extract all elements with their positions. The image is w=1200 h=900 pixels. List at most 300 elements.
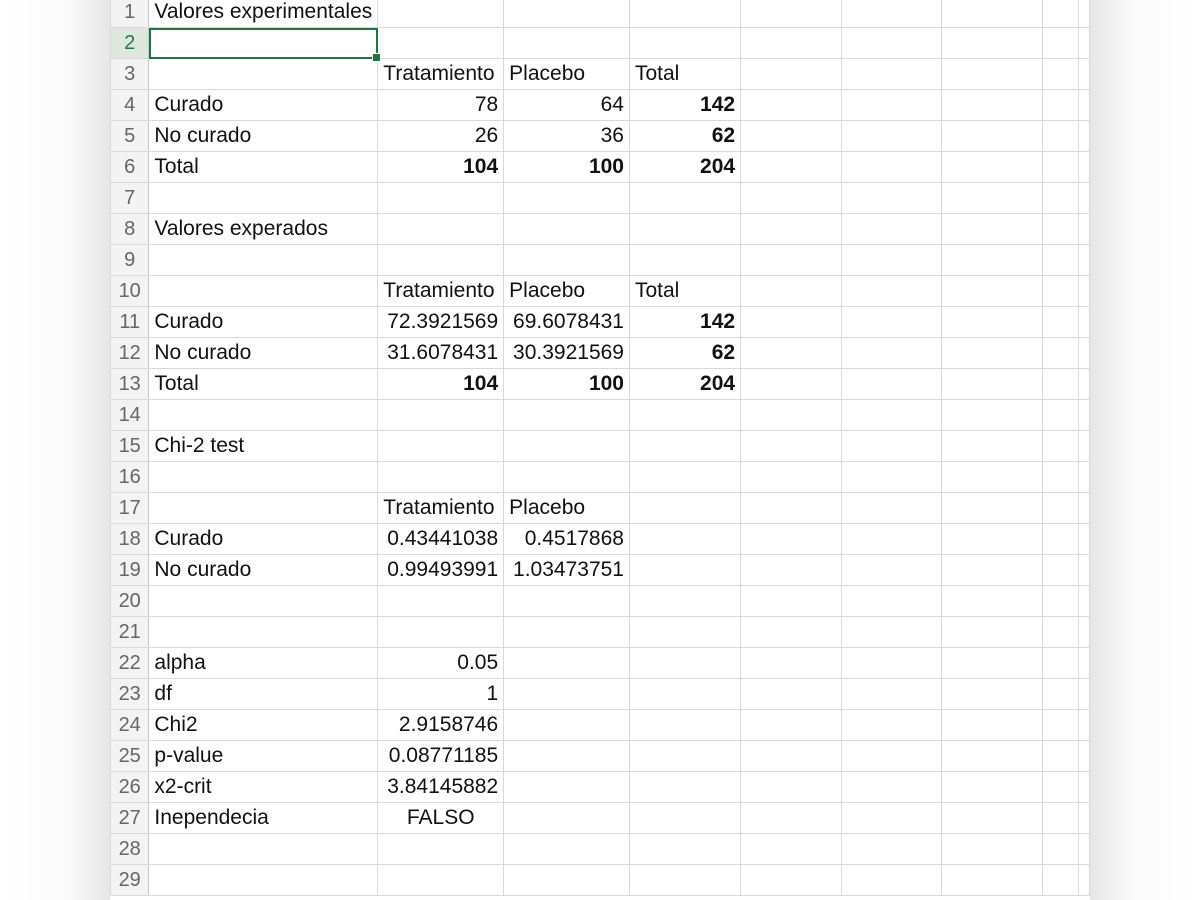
- cell-g10[interactable]: [941, 276, 1042, 307]
- cell-d23[interactable]: [629, 679, 740, 710]
- cell-f15[interactable]: [841, 431, 941, 462]
- cell-h3[interactable]: [1042, 59, 1078, 90]
- cell-f5[interactable]: [841, 121, 941, 152]
- cell-f18[interactable]: [841, 524, 941, 555]
- cell-value: 0.05: [457, 651, 499, 674]
- cell-d9[interactable]: [629, 245, 740, 276]
- cell-b12[interactable]: [378, 338, 504, 369]
- sheet-row: [111, 617, 1090, 648]
- cell-f29[interactable]: [841, 865, 941, 896]
- cell-e25[interactable]: [741, 741, 842, 772]
- cell-f25[interactable]: [841, 741, 941, 772]
- cell-b20[interactable]: [378, 586, 504, 617]
- cell-f14[interactable]: [841, 400, 941, 431]
- cell-h22[interactable]: [1042, 648, 1078, 679]
- cell-i28[interactable]: [1079, 834, 1090, 865]
- cell-f1[interactable]: [841, 0, 941, 28]
- row-header-4[interactable]: 4: [111, 90, 149, 121]
- cell-i21[interactable]: [1079, 617, 1090, 648]
- row-header-3[interactable]: 3: [111, 59, 149, 90]
- cell-f4[interactable]: [841, 90, 941, 121]
- cell-b24[interactable]: [378, 710, 504, 741]
- cell-c21[interactable]: [504, 617, 630, 648]
- cell-g28[interactable]: [941, 834, 1042, 865]
- cell-f28[interactable]: [841, 834, 941, 865]
- cell-i12[interactable]: [1079, 338, 1090, 369]
- cell-e23[interactable]: [741, 679, 842, 710]
- cell-i22[interactable]: [1079, 648, 1090, 679]
- cell-d4[interactable]: [629, 90, 740, 121]
- cell-a19[interactable]: [149, 555, 378, 586]
- cell-a28[interactable]: [149, 834, 378, 865]
- cell-g21[interactable]: [941, 617, 1042, 648]
- cell-e10[interactable]: [741, 276, 842, 307]
- cell-d2[interactable]: [629, 28, 740, 59]
- cell-h8[interactable]: [1042, 214, 1078, 245]
- cell-i29[interactable]: [1079, 865, 1090, 896]
- cell-g14[interactable]: [941, 400, 1042, 431]
- cell-i11[interactable]: [1079, 307, 1090, 338]
- cell-a1[interactable]: [149, 0, 378, 28]
- cell-c4[interactable]: [504, 90, 630, 121]
- cell-f21[interactable]: [841, 617, 941, 648]
- cell-c19[interactable]: [504, 555, 630, 586]
- cell-d3[interactable]: [629, 59, 740, 90]
- cell-i14[interactable]: [1079, 400, 1090, 431]
- cell-b29[interactable]: [378, 865, 504, 896]
- cell-b27[interactable]: [378, 803, 504, 834]
- cell-b21[interactable]: [378, 617, 504, 648]
- cell-b7[interactable]: [378, 183, 504, 214]
- cell-h18[interactable]: [1042, 524, 1078, 555]
- cell-c29[interactable]: [504, 865, 630, 896]
- cell-g20[interactable]: [941, 586, 1042, 617]
- cell-e21[interactable]: [741, 617, 842, 648]
- row-header-21[interactable]: 21: [111, 617, 149, 648]
- cell-b26[interactable]: [378, 772, 504, 803]
- cell-a6[interactable]: [149, 152, 378, 183]
- cell-h11[interactable]: [1042, 307, 1078, 338]
- cell-i20[interactable]: [1079, 586, 1090, 617]
- cell-e17[interactable]: [741, 493, 842, 524]
- cell-c5[interactable]: [504, 121, 630, 152]
- cell-a18[interactable]: [149, 524, 378, 555]
- cell-h29[interactable]: [1042, 865, 1078, 896]
- cell-h21[interactable]: [1042, 617, 1078, 648]
- cell-f26[interactable]: [841, 772, 941, 803]
- cell-value: Curado: [154, 93, 224, 116]
- cell-d13[interactable]: [629, 369, 740, 400]
- cell-b14[interactable]: [378, 400, 504, 431]
- cell-c17[interactable]: [504, 493, 630, 524]
- cell-h25[interactable]: [1042, 741, 1078, 772]
- cell-b2[interactable]: [378, 28, 504, 59]
- cell-i26[interactable]: [1079, 772, 1090, 803]
- cell-b10[interactable]: [378, 276, 504, 307]
- cell-e3[interactable]: [741, 59, 842, 90]
- cell-i19[interactable]: [1079, 555, 1090, 586]
- cell-h9[interactable]: [1042, 245, 1078, 276]
- row-header-15[interactable]: 15: [111, 431, 149, 462]
- cell-e15[interactable]: [741, 431, 842, 462]
- cell-g11[interactable]: [941, 307, 1042, 338]
- cell-i10[interactable]: [1079, 276, 1090, 307]
- cell-b22[interactable]: [378, 648, 504, 679]
- cell-a2[interactable]: [149, 28, 378, 59]
- cell-a25[interactable]: [149, 741, 378, 772]
- cell-e16[interactable]: [741, 462, 842, 493]
- row-header-8[interactable]: 8: [111, 214, 149, 245]
- row-header-6[interactable]: 6: [111, 152, 149, 183]
- cell-g2[interactable]: [941, 28, 1042, 59]
- row-header-29[interactable]: 29: [111, 865, 149, 896]
- cell-h27[interactable]: [1042, 803, 1078, 834]
- cell-a4[interactable]: [149, 90, 378, 121]
- cell-g22[interactable]: [941, 648, 1042, 679]
- cell-i17[interactable]: [1079, 493, 1090, 524]
- cell-e13[interactable]: [741, 369, 842, 400]
- cell-i25[interactable]: [1079, 741, 1090, 772]
- cell-g17[interactable]: [941, 493, 1042, 524]
- row-header-28[interactable]: 28: [111, 834, 149, 865]
- cell-c15[interactable]: [504, 431, 630, 462]
- cell-b18[interactable]: [378, 524, 504, 555]
- row-header-27[interactable]: 27: [111, 803, 149, 834]
- cell-d14[interactable]: [629, 400, 740, 431]
- cell-b28[interactable]: [378, 834, 504, 865]
- cell-d10[interactable]: [629, 276, 740, 307]
- cell-c2[interactable]: [504, 28, 630, 59]
- cell-e24[interactable]: [741, 710, 842, 741]
- cell-e20[interactable]: [741, 586, 842, 617]
- cell-c12[interactable]: [504, 338, 630, 369]
- cell-g27[interactable]: [941, 803, 1042, 834]
- cell-i27[interactable]: [1079, 803, 1090, 834]
- cell-h13[interactable]: [1042, 369, 1078, 400]
- cell-d19[interactable]: [629, 555, 740, 586]
- cell-e19[interactable]: [741, 555, 842, 586]
- cell-e29[interactable]: [741, 865, 842, 896]
- cell-h26[interactable]: [1042, 772, 1078, 803]
- row-header-19[interactable]: 19: [111, 555, 149, 586]
- row-header-23[interactable]: 23: [111, 679, 149, 710]
- cell-b1[interactable]: [378, 0, 504, 28]
- cell-f20[interactable]: [841, 586, 941, 617]
- cell-b23[interactable]: [378, 679, 504, 710]
- row-header-9[interactable]: 9: [111, 245, 149, 276]
- row-header-14[interactable]: 14: [111, 400, 149, 431]
- cell-c3[interactable]: [504, 59, 630, 90]
- cell-a14[interactable]: [149, 400, 378, 431]
- cell-a16[interactable]: [149, 462, 378, 493]
- row-header-12[interactable]: 12: [111, 338, 149, 369]
- cell-f3[interactable]: [841, 59, 941, 90]
- cell-g3[interactable]: [941, 59, 1042, 90]
- cell-i5[interactable]: [1079, 121, 1090, 152]
- cell-f19[interactable]: [841, 555, 941, 586]
- cell-d22[interactable]: [629, 648, 740, 679]
- cell-d29[interactable]: [629, 865, 740, 896]
- cell-i8[interactable]: [1079, 214, 1090, 245]
- cell-c1[interactable]: [504, 0, 630, 28]
- cell-d28[interactable]: [629, 834, 740, 865]
- cell-g26[interactable]: [941, 772, 1042, 803]
- cell-h16[interactable]: [1042, 462, 1078, 493]
- cell-c22[interactable]: [504, 648, 630, 679]
- cell-g18[interactable]: [941, 524, 1042, 555]
- cell-i23[interactable]: [1079, 679, 1090, 710]
- cell-f12[interactable]: [841, 338, 941, 369]
- cell-i6[interactable]: [1079, 152, 1090, 183]
- cell-g24[interactable]: [941, 710, 1042, 741]
- cell-b5[interactable]: [378, 121, 504, 152]
- cell-e8[interactable]: [741, 214, 842, 245]
- cell-a8[interactable]: [149, 214, 378, 245]
- cell-h14[interactable]: [1042, 400, 1078, 431]
- cell-a21[interactable]: [149, 617, 378, 648]
- cell-a27[interactable]: [149, 803, 378, 834]
- cell-d18[interactable]: [629, 524, 740, 555]
- cell-h1[interactable]: [1042, 0, 1078, 28]
- cell-c13[interactable]: [504, 369, 630, 400]
- cell-h4[interactable]: [1042, 90, 1078, 121]
- cell-f16[interactable]: [841, 462, 941, 493]
- cell-b15[interactable]: [378, 431, 504, 462]
- cell-f13[interactable]: [841, 369, 941, 400]
- cell-c25[interactable]: [504, 741, 630, 772]
- cell-e18[interactable]: [741, 524, 842, 555]
- cell-a13[interactable]: [149, 369, 378, 400]
- row-header-17[interactable]: 17: [111, 493, 149, 524]
- cell-g23[interactable]: [941, 679, 1042, 710]
- cell-c16[interactable]: [504, 462, 630, 493]
- cell-a24[interactable]: [149, 710, 378, 741]
- cell-a11[interactable]: [149, 307, 378, 338]
- cell-c6[interactable]: [504, 152, 630, 183]
- cell-f2[interactable]: [841, 28, 941, 59]
- cell-e4[interactable]: [741, 90, 842, 121]
- cell-c18[interactable]: [504, 524, 630, 555]
- row-header-13[interactable]: 13: [111, 369, 149, 400]
- cell-f22[interactable]: [841, 648, 941, 679]
- cell-c20[interactable]: [504, 586, 630, 617]
- cell-a5[interactable]: [149, 121, 378, 152]
- cell-i13[interactable]: [1079, 369, 1090, 400]
- cell-d15[interactable]: [629, 431, 740, 462]
- cell-c24[interactable]: [504, 710, 630, 741]
- cell-c9[interactable]: [504, 245, 630, 276]
- cell-a20[interactable]: [149, 586, 378, 617]
- cell-c27[interactable]: [504, 803, 630, 834]
- cell-f8[interactable]: [841, 214, 941, 245]
- cell-d26[interactable]: [629, 772, 740, 803]
- cell-h6[interactable]: [1042, 152, 1078, 183]
- cell-e5[interactable]: [741, 121, 842, 152]
- cell-d5[interactable]: [629, 121, 740, 152]
- cell-e14[interactable]: [741, 400, 842, 431]
- cell-f17[interactable]: [841, 493, 941, 524]
- row-header-24[interactable]: 24: [111, 710, 149, 741]
- cell-d11[interactable]: [629, 307, 740, 338]
- cell-b3[interactable]: [378, 59, 504, 90]
- cell-h24[interactable]: [1042, 710, 1078, 741]
- cell-e27[interactable]: [741, 803, 842, 834]
- cell-g19[interactable]: [941, 555, 1042, 586]
- cell-g29[interactable]: [941, 865, 1042, 896]
- cell-a26[interactable]: [149, 772, 378, 803]
- cell-f24[interactable]: [841, 710, 941, 741]
- cell-a9[interactable]: [149, 245, 378, 276]
- cell-a23[interactable]: [149, 679, 378, 710]
- cell-i18[interactable]: [1079, 524, 1090, 555]
- cell-h20[interactable]: [1042, 586, 1078, 617]
- row-header-2[interactable]: 2: [111, 28, 149, 59]
- cell-d1[interactable]: [629, 0, 740, 28]
- cell-g4[interactable]: [941, 90, 1042, 121]
- cell-g12[interactable]: [941, 338, 1042, 369]
- cell-f27[interactable]: [841, 803, 941, 834]
- cell-f6[interactable]: [841, 152, 941, 183]
- cell-d17[interactable]: [629, 493, 740, 524]
- cell-e11[interactable]: [741, 307, 842, 338]
- cell-b19[interactable]: [378, 555, 504, 586]
- cell-value: Valores experados: [154, 217, 328, 240]
- row-header-25[interactable]: 25: [111, 741, 149, 772]
- cell-b13[interactable]: [378, 369, 504, 400]
- cell-e2[interactable]: [741, 28, 842, 59]
- cell-e6[interactable]: [741, 152, 842, 183]
- cell-b6[interactable]: [378, 152, 504, 183]
- cell-g5[interactable]: [941, 121, 1042, 152]
- cell-c28[interactable]: [504, 834, 630, 865]
- cell-f7[interactable]: [841, 183, 941, 214]
- cell-b25[interactable]: [378, 741, 504, 772]
- cell-h17[interactable]: [1042, 493, 1078, 524]
- row-header-20[interactable]: 20: [111, 586, 149, 617]
- cell-i3[interactable]: [1079, 59, 1090, 90]
- row-header-22[interactable]: 22: [111, 648, 149, 679]
- cell-a7[interactable]: [149, 183, 378, 214]
- cell-b8[interactable]: [378, 214, 504, 245]
- cell-a3[interactable]: [149, 59, 378, 90]
- cell-i2[interactable]: [1079, 28, 1090, 59]
- cell-i1[interactable]: [1079, 0, 1090, 28]
- cell-b17[interactable]: [378, 493, 504, 524]
- cell-a10[interactable]: [149, 276, 378, 307]
- cell-g13[interactable]: [941, 369, 1042, 400]
- spreadsheet-grid[interactable]: [110, 0, 1090, 900]
- cell-e28[interactable]: [741, 834, 842, 865]
- cell-c14[interactable]: [504, 400, 630, 431]
- cell-c23[interactable]: [504, 679, 630, 710]
- cell-d8[interactable]: [629, 214, 740, 245]
- cell-d20[interactable]: [629, 586, 740, 617]
- cell-g1[interactable]: [941, 0, 1042, 28]
- cell-b11[interactable]: [378, 307, 504, 338]
- cell-h28[interactable]: [1042, 834, 1078, 865]
- cell-a17[interactable]: [149, 493, 378, 524]
- row-header-7[interactable]: 7: [111, 183, 149, 214]
- cell-g25[interactable]: [941, 741, 1042, 772]
- cell-c26[interactable]: [504, 772, 630, 803]
- cell-d16[interactable]: [629, 462, 740, 493]
- cell-c7[interactable]: [504, 183, 630, 214]
- cell-h19[interactable]: [1042, 555, 1078, 586]
- cell-f11[interactable]: [841, 307, 941, 338]
- cell-a12[interactable]: [149, 338, 378, 369]
- cell-g16[interactable]: [941, 462, 1042, 493]
- cell-value: 36: [600, 124, 624, 147]
- cell-h23[interactable]: [1042, 679, 1078, 710]
- cell-d27[interactable]: [629, 803, 740, 834]
- sheet-row: [111, 865, 1090, 896]
- cell-b16[interactable]: [378, 462, 504, 493]
- cell-e9[interactable]: [741, 245, 842, 276]
- sheet-row: [111, 152, 1090, 183]
- cell-i24[interactable]: [1079, 710, 1090, 741]
- cell-a15[interactable]: [149, 431, 378, 462]
- row-header-16[interactable]: 16: [111, 462, 149, 493]
- cell-b4[interactable]: [378, 90, 504, 121]
- cell-i7[interactable]: [1079, 183, 1090, 214]
- cell-f9[interactable]: [841, 245, 941, 276]
- cell-b9[interactable]: [378, 245, 504, 276]
- cell-e1[interactable]: [741, 0, 842, 28]
- cell-g9[interactable]: [941, 245, 1042, 276]
- cell-d24[interactable]: [629, 710, 740, 741]
- cell-h5[interactable]: [1042, 121, 1078, 152]
- cell-c10[interactable]: [504, 276, 630, 307]
- cell-i9[interactable]: [1079, 245, 1090, 276]
- cell-e12[interactable]: [741, 338, 842, 369]
- row-header-10[interactable]: 10: [111, 276, 149, 307]
- cell-d7[interactable]: [629, 183, 740, 214]
- cell-i16[interactable]: [1079, 462, 1090, 493]
- cell-i4[interactable]: [1079, 90, 1090, 121]
- cell-g15[interactable]: [941, 431, 1042, 462]
- cell-c11[interactable]: [504, 307, 630, 338]
- cell-e22[interactable]: [741, 648, 842, 679]
- cell-g7[interactable]: [941, 183, 1042, 214]
- cell-i15[interactable]: [1079, 431, 1090, 462]
- cell-f23[interactable]: [841, 679, 941, 710]
- cell-g8[interactable]: [941, 214, 1042, 245]
- cell-g6[interactable]: [941, 152, 1042, 183]
- row-header-5[interactable]: 5: [111, 121, 149, 152]
- cell-a29[interactable]: [149, 865, 378, 896]
- cell-h12[interactable]: [1042, 338, 1078, 369]
- cell-e26[interactable]: [741, 772, 842, 803]
- cell-a22[interactable]: [149, 648, 378, 679]
- row-header-1[interactable]: 1: [111, 0, 149, 28]
- row-header-18[interactable]: 18: [111, 524, 149, 555]
- cell-d25[interactable]: [629, 741, 740, 772]
- cell-h15[interactable]: [1042, 431, 1078, 462]
- cell-e7[interactable]: [741, 183, 842, 214]
- cell-h2[interactable]: [1042, 28, 1078, 59]
- cell-f10[interactable]: [841, 276, 941, 307]
- cell-d12[interactable]: [629, 338, 740, 369]
- cell-d6[interactable]: [629, 152, 740, 183]
- row-header-11[interactable]: 11: [111, 307, 149, 338]
- cell-d21[interactable]: [629, 617, 740, 648]
- cell-h10[interactable]: [1042, 276, 1078, 307]
- cell-c8[interactable]: [504, 214, 630, 245]
- sheet-row: [111, 679, 1090, 710]
- cell-value: 142: [700, 93, 736, 116]
- cell-h7[interactable]: [1042, 183, 1078, 214]
- row-header-26[interactable]: 26: [111, 772, 149, 803]
